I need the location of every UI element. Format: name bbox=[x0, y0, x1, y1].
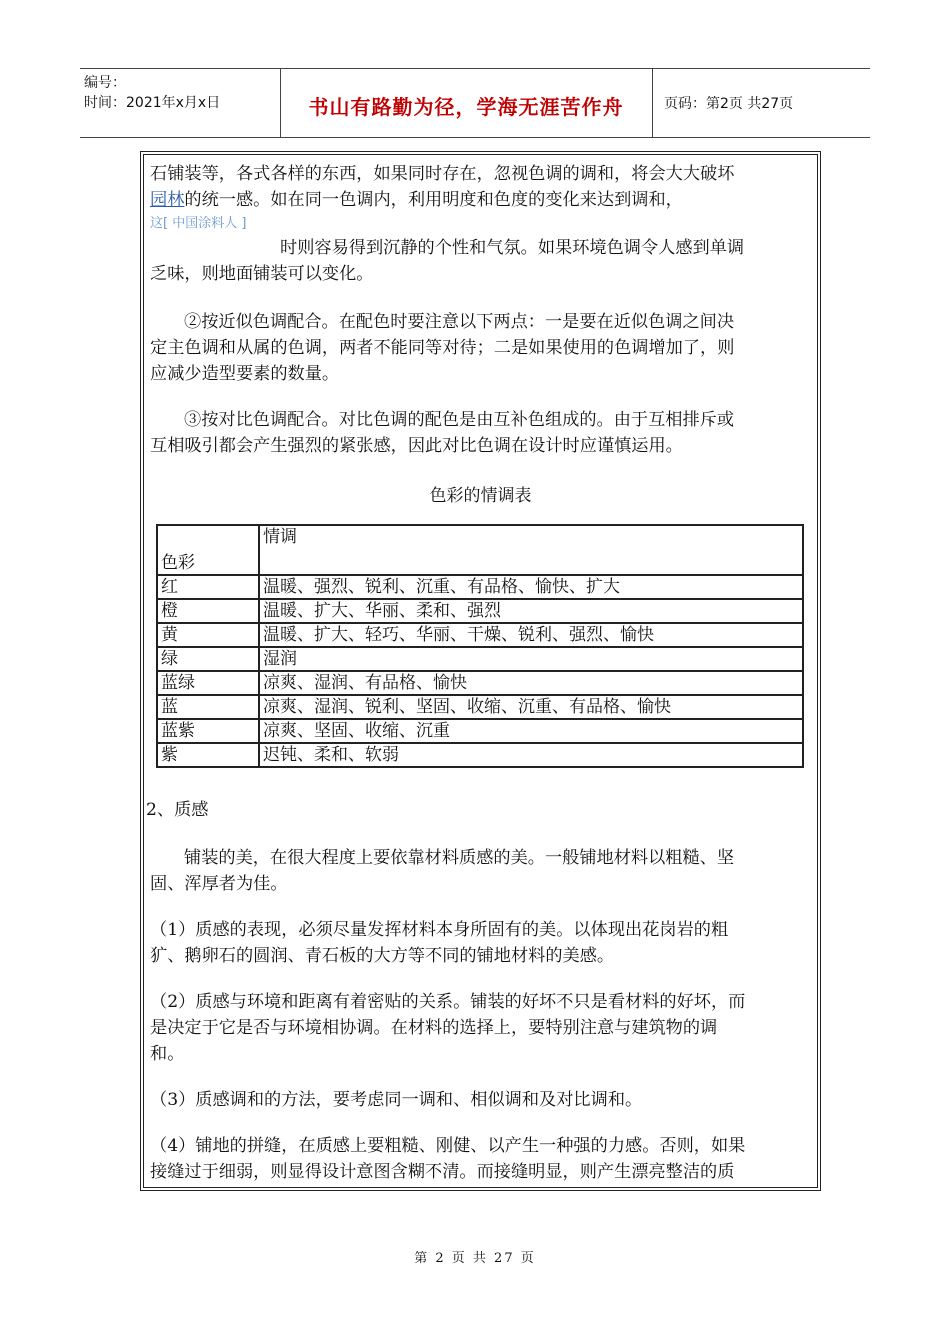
page-header bbox=[80, 68, 870, 138]
body-text-line: （2）质感与环境和距离有着密贴的关系。铺装的好坏不只是看材料的好坏，而 bbox=[150, 992, 746, 1012]
body-text-line: （1）质感的表现，必须尽量发挥材料本身所固有的美。以体现出花岗岩的粗 bbox=[150, 920, 729, 940]
mood-cell: 温暖、扩大、轻巧、华丽、干燥、锐利、强烈、愉快 bbox=[259, 623, 803, 647]
body-text-line: 固、浑厚者为佳。 bbox=[150, 874, 288, 894]
body-text-line: 犷、鹅卵石的圆润、青石板的大方等不同的铺地材料的美感。 bbox=[150, 946, 615, 966]
section-title: 2、质感 bbox=[146, 800, 209, 820]
body-text-line: 互相吸引都会产生强烈的紧张感，因此对比色调在设计时应谨慎运用。 bbox=[150, 436, 683, 456]
color-cell: 蓝绿 bbox=[157, 671, 259, 695]
watermark-label: 这[ 中国涂料人 ] bbox=[150, 216, 247, 231]
table-row bbox=[157, 647, 803, 671]
body-text-line: ②按近似色调配合。在配色时要注意以下两点：一是要在近似色调之间决 bbox=[184, 312, 735, 332]
body-text-line bbox=[150, 187, 683, 213]
body-text-line: 应减少造型要素的数量。 bbox=[150, 364, 340, 384]
header-meta bbox=[84, 73, 220, 113]
table-header-cell: 情调 bbox=[259, 525, 803, 575]
content-box bbox=[143, 154, 818, 1188]
mood-cell: 凉爽、湿润、锐利、坚固、收缩、沉重、有品格、愉快 bbox=[259, 695, 803, 719]
color-mood-table bbox=[156, 524, 804, 768]
table-row bbox=[157, 695, 803, 719]
body-text-line: （3）质感调和的方法，要考虑同一调和、相似调和及对比调和。 bbox=[150, 1090, 643, 1110]
document-number-label: 编号： bbox=[84, 75, 126, 91]
mood-cell: 凉爽、坚固、收缩、沉重 bbox=[259, 719, 803, 743]
table-row bbox=[157, 743, 803, 767]
header-divider bbox=[652, 69, 653, 137]
color-cell: 黄 bbox=[157, 623, 259, 647]
mood-cell: 温暖、扩大、华丽、柔和、强烈 bbox=[259, 599, 803, 623]
body-text-span: 的统一感。如在同一色调内，利用明度和色度的变化来达到调和， bbox=[184, 190, 683, 210]
document-date: 时间：2021年x月x日 bbox=[84, 95, 221, 111]
body-text-line: 定主色调和从属的色调，两者不能同等对待；二是如果使用的色调增加了，则 bbox=[150, 338, 735, 358]
mood-cell: 温暖、强烈、锐利、沉重、有品格、愉快、扩大 bbox=[259, 575, 803, 599]
color-cell: 红 bbox=[157, 575, 259, 599]
body-text-line: ③按对比色调配合。对比色调的配色是由互补色组成的。由于互相排斥或 bbox=[184, 410, 735, 430]
table-header-cell: 色彩 bbox=[157, 525, 259, 575]
body-text-line: （4）铺地的拼缝，在质感上要粗糙、刚健、以产生一种强的力感。否则，如果 bbox=[150, 1136, 746, 1156]
color-cell: 蓝紫 bbox=[157, 719, 259, 743]
header-motto: 书山有路勤为径，学海无涯苦作舟 bbox=[308, 95, 624, 119]
body-text-line: 和。 bbox=[150, 1044, 185, 1064]
body-text-line: 乏味，则地面铺装可以变化。 bbox=[150, 264, 374, 284]
table-header-row bbox=[157, 525, 803, 575]
table-row bbox=[157, 599, 803, 623]
mood-cell: 凉爽、湿润、有品格、愉快 bbox=[259, 671, 803, 695]
table-row bbox=[157, 623, 803, 647]
body-text-line: 铺装的美，在很大程度上要依靠材料质感的美。一般铺地材料以粗糙、坚 bbox=[184, 848, 735, 868]
body-text-line: 石铺装等，各式各样的东西，如果同时存在，忽视色调的调和，将会大大破坏 bbox=[150, 164, 735, 184]
color-cell: 绿 bbox=[157, 647, 259, 671]
mood-cell: 湿润 bbox=[259, 647, 803, 671]
table-caption: 色彩的情调表 bbox=[429, 486, 532, 506]
table-row bbox=[157, 719, 803, 743]
table-row bbox=[157, 575, 803, 599]
header-page-info: 页码：第2页 共27页 bbox=[664, 96, 794, 112]
page-footer: 第 2 页 共 27 页 bbox=[414, 1251, 536, 1266]
table-row bbox=[157, 671, 803, 695]
body-text-line: 时则容易得到沉静的个性和气氛。如果环境色调令人感到单调 bbox=[280, 238, 745, 258]
mood-cell: 迟钝、柔和、软弱 bbox=[259, 743, 803, 767]
body-text-line: 是决定于它是否与环境相协调。在材料的选择上，要特别注意与建筑物的调 bbox=[150, 1018, 718, 1038]
color-cell: 橙 bbox=[157, 599, 259, 623]
garden-link[interactable]: 园林 bbox=[150, 190, 185, 210]
color-cell: 蓝 bbox=[157, 695, 259, 719]
body-text-line: 接缝过于细弱，则显得设计意图含糊不清。而接缝明显，则产生漂亮整洁的质 bbox=[150, 1162, 735, 1182]
color-cell: 紫 bbox=[157, 743, 259, 767]
